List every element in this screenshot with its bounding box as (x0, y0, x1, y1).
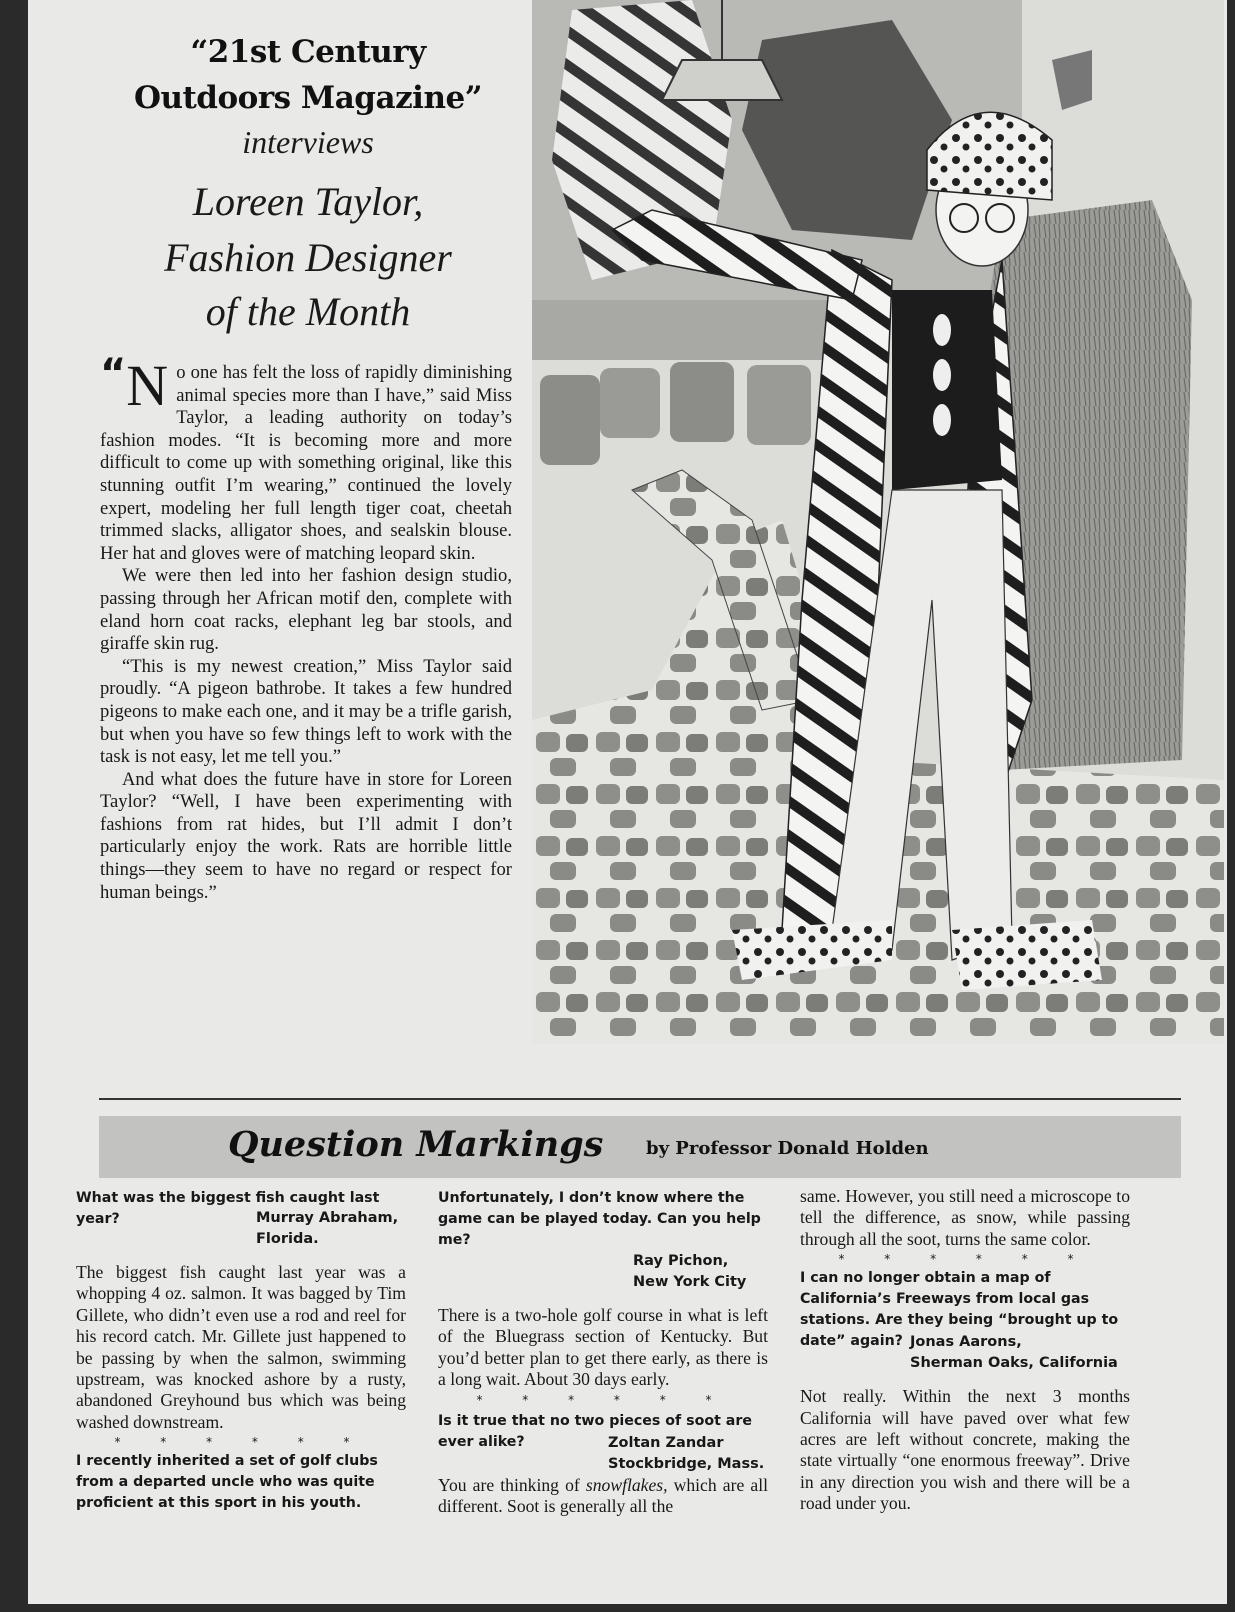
answer-4: Not really. Within the next 3 months California will have paved over what few acres are left without concrete, making the state virtually “one enormous freeway”. Drive in any direction you wish and there will be a road under you. (800, 1386, 1130, 1514)
answer-2: There is a two-hole golf course in what is left of the Bluegrass section of Kentucky. But you’d better plan to get there early, as there is a long wait. About 30 days early. (438, 1305, 768, 1390)
star-separator: * * * * * * (476, 1392, 730, 1407)
drop-cap: “N (100, 351, 169, 418)
answer-1: The biggest fish caught last year was a whopping 4 oz. salmon. It was bagged by Tim Gillete, who didn’t even use a rod and reel for his record catch. Mr. Gillete just happened to be passing by when the salmon, swimming upstream, was knocked ashore by a rusty, abandoned Greyhound bus which was being washed downstream. (76, 1262, 406, 1432)
qa-column-2 (438, 1188, 768, 1517)
qa-column-3 (800, 1186, 1130, 1515)
article-paragraph-1: “N o one has felt the loss of rapidly diminishing animal species more than I have,” said Miss Taylor, a leading authority on today’s fashion modes. “It is becoming more and more difficult to come up with something original, like this stunning outfit I’m wearing,” continued the lovely expert, modeling her full length tiger coat, cheetah trimmed slacks, alligator shoes, and sealskin blouse. Her hat and gloves were of matching leopard skin. (100, 351, 512, 564)
star-separator: * * * * * * (838, 1252, 1092, 1267)
section-divider (99, 1098, 1181, 1100)
signature-2-place: New York City (633, 1274, 747, 1290)
qa-column-1 (76, 1188, 406, 1514)
star-separator: * * * * * * (114, 1435, 368, 1450)
cheetah-trim-right (952, 920, 1102, 990)
question-1: What was the biggest fish caught last year? (76, 1190, 380, 1227)
answer-3: You are thinking of snowflakes, which are all different. Soot is generally all the (438, 1474, 768, 1517)
question-2: I recently inherited a set of golf clubs from a departed uncle who was quite proficient at this sport in his youth. (76, 1453, 378, 1512)
signature-4-place: Sherman Oaks, California (910, 1355, 1118, 1372)
column-title: Question Markings (228, 1124, 604, 1165)
signature-1-name: Murray Abraham, (256, 1210, 399, 1226)
question-3: Is it true that no two pieces of soot are ever alike? (438, 1412, 752, 1450)
magazine-page (28, 0, 1227, 1604)
headline-title: Fashion Designer (164, 235, 452, 280)
question-2-continued: Unfortunately, I don’t know where the game can be played today. Can you help me? (438, 1190, 761, 1248)
question-4: I can no longer obtain a map of California’s Freeways from local gas stations. Are they being “brought up to date” again? (800, 1270, 1119, 1350)
headline-line-1: “21st Century (190, 34, 426, 70)
headline-name: Loreen Taylor, (192, 179, 424, 224)
signature-3-name: Zoltan Zandar (608, 1434, 724, 1451)
signature-1-place: Florida. (256, 1231, 319, 1247)
signature-4-name: Jonas Aarons, (910, 1334, 1022, 1351)
signature-2-name: Ray Pichon, (633, 1253, 729, 1269)
illustration-svg (532, 0, 1224, 1044)
article-paragraph-3: “This is my newest creation,” Miss Taylor said proudly. “A pigeon bathrobe. It takes a few hundred pigeons to make each one, and it may be a trifle garish, but when you have so few things left to work with the task is not easy, let me tell you.” (100, 655, 512, 768)
article-paragraph-4: And what does the future have in store for Loreen Taylor? “Well, I have been experimenting with fashions from rat hides, but I’ll admit I don’t particularly enjoy the work. Rats are horrible little things—they seem to have no regard or respect for human beings.” (100, 768, 512, 903)
signature-3-place: Stockbridge, Mass. (608, 1455, 765, 1472)
headline-line-2: Outdoors Magazine” (133, 80, 483, 116)
headline-month: of the Month (205, 289, 411, 334)
chandelier (662, 60, 782, 100)
article-body (100, 351, 512, 904)
answer-3-continued: same. However, you still need a microscope to tell the difference, as snow, while passing through all the soot, turns the same color. (800, 1186, 1130, 1249)
column-byline: by Professor Donald Holden (646, 1138, 929, 1159)
fashion-illustration (532, 0, 1224, 1044)
article-paragraph-2: We were then led into her fashion design studio, passing through her African motif den, complete with eland horn coat racks, elephant leg bar stools, and giraffe skin rug. (100, 565, 512, 655)
bar-counter (532, 300, 862, 360)
headline-interviews: interviews (242, 124, 374, 160)
